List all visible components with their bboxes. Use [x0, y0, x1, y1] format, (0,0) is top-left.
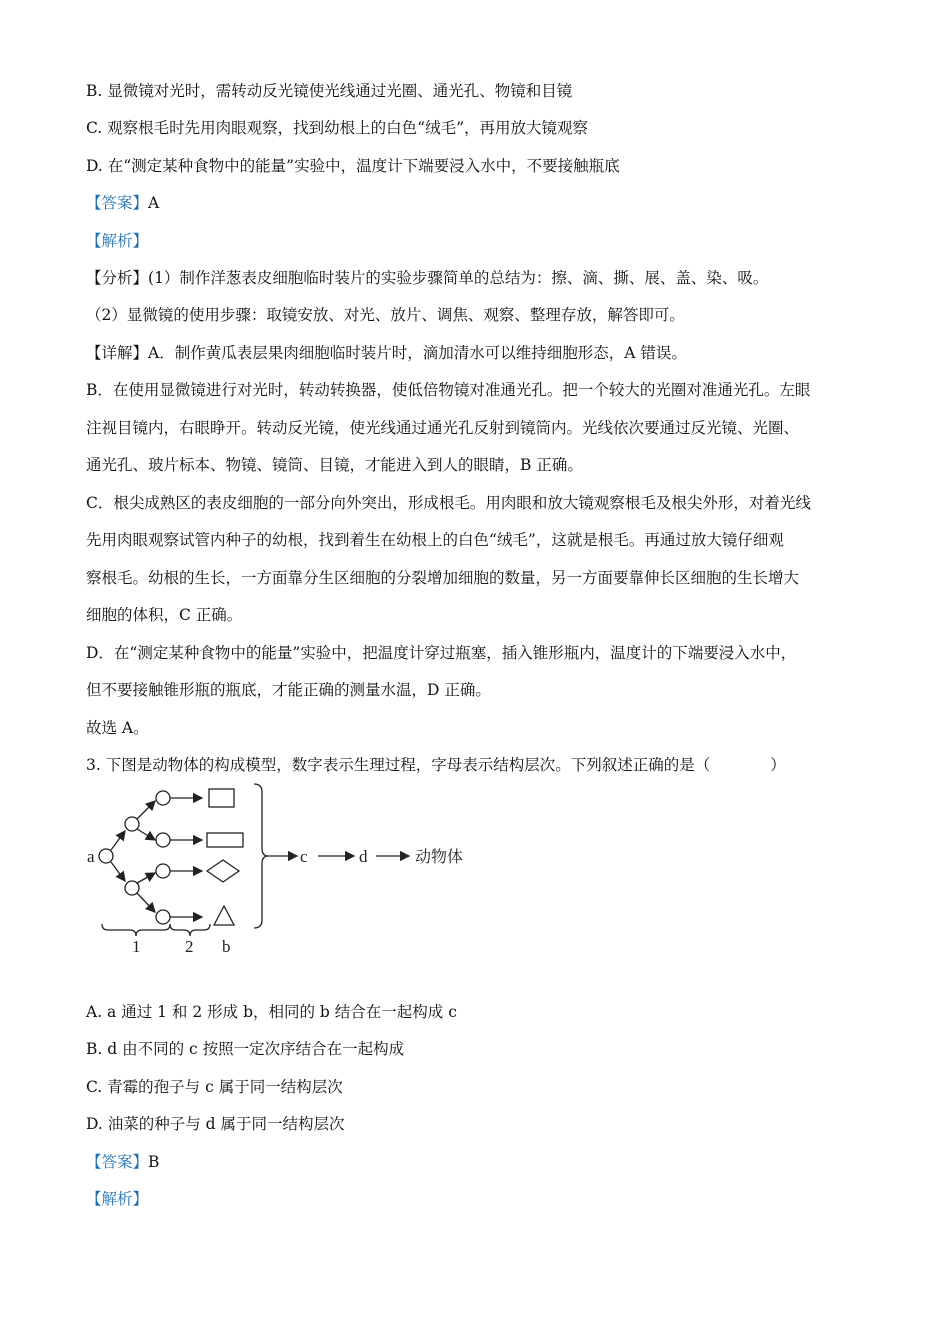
q3-analysis-tag: 【解析】: [86, 1190, 149, 1208]
cell-a-circle: [99, 849, 113, 863]
answer-tag: 【答案】: [86, 194, 149, 212]
tissue-rectangle-shape: [207, 833, 243, 847]
fenxi-tag: 【分析】: [86, 269, 149, 287]
detail-a-text: A．制作黄瓜表层果肉细胞临时装片时，滴加清水可以维持细胞形态，A 错误。: [148, 344, 687, 362]
detail-c-1: C．根尖成熟区的表皮细胞的一部分向外突出，形成根毛。用肉眼和放大镜观察根毛及根尖外形，对着光线: [86, 494, 811, 512]
cell-circle-1: [156, 791, 170, 805]
prev-option-b: B. 显微镜对光时，需转动反光镜使光线通过光圈、通光孔、物镜和目镜: [86, 82, 573, 100]
label-2: 2: [185, 937, 194, 956]
brace-process-2: [170, 924, 210, 936]
fenxi-line-1: [86, 267, 768, 289]
detail-b-3: 通光孔、玻片标本、物镜、镜筒、目镜，才能进入到人的眼睛，B 正确。: [86, 456, 583, 474]
label-animal: 动物体: [415, 849, 464, 866]
detail-line-a: [86, 342, 687, 364]
fenxi-text-1: (1）制作洋葱表皮细胞临时装片的实验步骤简单的总结为：擦、滴、撕、展、盖、染、吸。: [148, 269, 769, 287]
fenxi-line-2: （2）显微镜的使用步骤：取镜安放、对光、放片、调焦、观察、整理存放，解答即可。: [86, 306, 685, 324]
q3-stem-text: 3. 下图是动物体的构成模型，数字表示生理过程，字母表示结构层次。下列叙述正确的是（: [86, 756, 711, 774]
detail-d-2: 但不要接触锥形瓶的瓶底，才能正确的测量水温，D 正确。: [86, 681, 491, 699]
label-d: d: [359, 847, 368, 866]
detail-b-1: B．在使用显微镜进行对光时，转动转换器，使低倍物镜对准通光孔。把一个较大的光圈对准通光孔。左眼: [86, 381, 811, 399]
prev-option-d: D. 在“测定某种食物中的能量”实验中，温度计下端要浸入水中，不要接触瓶底: [86, 157, 620, 175]
label-c: c: [300, 847, 308, 866]
q3-option-a: A. a 通过 1 和 2 形成 b，相同的 b 结合在一起构成 c: [86, 1003, 457, 1021]
analysis-tag: 【解析】: [86, 232, 149, 250]
tissue-square-shape: [209, 789, 234, 807]
brace-process-1: [102, 924, 170, 936]
tissue-triangle-shape: [214, 906, 234, 925]
label-b: b: [222, 937, 231, 956]
detail-c-4: 细胞的体积，C 正确。: [86, 606, 243, 624]
cell-circle-lower: [125, 881, 139, 895]
detail-c-3: 察根毛。幼根的生长，一方面靠分生区细胞的分裂增加细胞的数量，另一方面要靠伸长区细胞的生长增大: [86, 569, 800, 587]
right-brace: [254, 784, 268, 928]
answer-value: A: [148, 194, 160, 212]
cell-circle-2: [156, 833, 170, 847]
detail-b-2: 注视目镜内，右眼睁开。转动反光镜，使光线通过通光孔反射到镜筒内。光线依次要通过反光镜、光圈、: [86, 419, 800, 437]
q3-stem: [86, 754, 786, 776]
q3-stem-close: ）: [770, 756, 786, 774]
q3-answer: [86, 1151, 159, 1173]
tissue-diamond-shape: [207, 860, 239, 882]
label-1: 1: [132, 937, 141, 956]
label-a: a: [87, 847, 95, 866]
cell-circle-3: [156, 864, 170, 878]
q3-option-b: B. d 由不同的 c 按照一定次序结合在一起构成: [86, 1040, 405, 1058]
q3-option-d: D. 油菜的种子与 d 属于同一结构层次: [86, 1115, 345, 1133]
q3-answer-tag: 【答案】: [86, 1153, 149, 1171]
prev-option-c: C. 观察根毛时先用肉眼观察，找到幼根上的白色“绒毛”，再用放大镜观察: [86, 119, 589, 137]
conclusion: 故选 A。: [86, 719, 149, 737]
q3-option-c: C. 青霉的孢子与 c 属于同一结构层次: [86, 1078, 343, 1096]
detail-d-1: D．在“测定某种食物中的能量”实验中，把温度计穿过瓶塞，插入锥形瓶内，温度计的下端要浸入水中，: [86, 644, 797, 662]
cell-circle-upper: [125, 817, 139, 831]
detail-tag: 【详解】: [86, 344, 149, 362]
animal-structure-diagram: [84, 778, 484, 963]
cell-circle-4: [156, 910, 170, 924]
prev-answer: [86, 192, 159, 214]
q3-answer-value: B: [148, 1153, 160, 1171]
detail-c-2: 先用肉眼观察试管内种子的幼根，找到着生在幼根上的白色“绒毛”，这就是根毛。再通过放大镜仔细观: [86, 531, 784, 549]
